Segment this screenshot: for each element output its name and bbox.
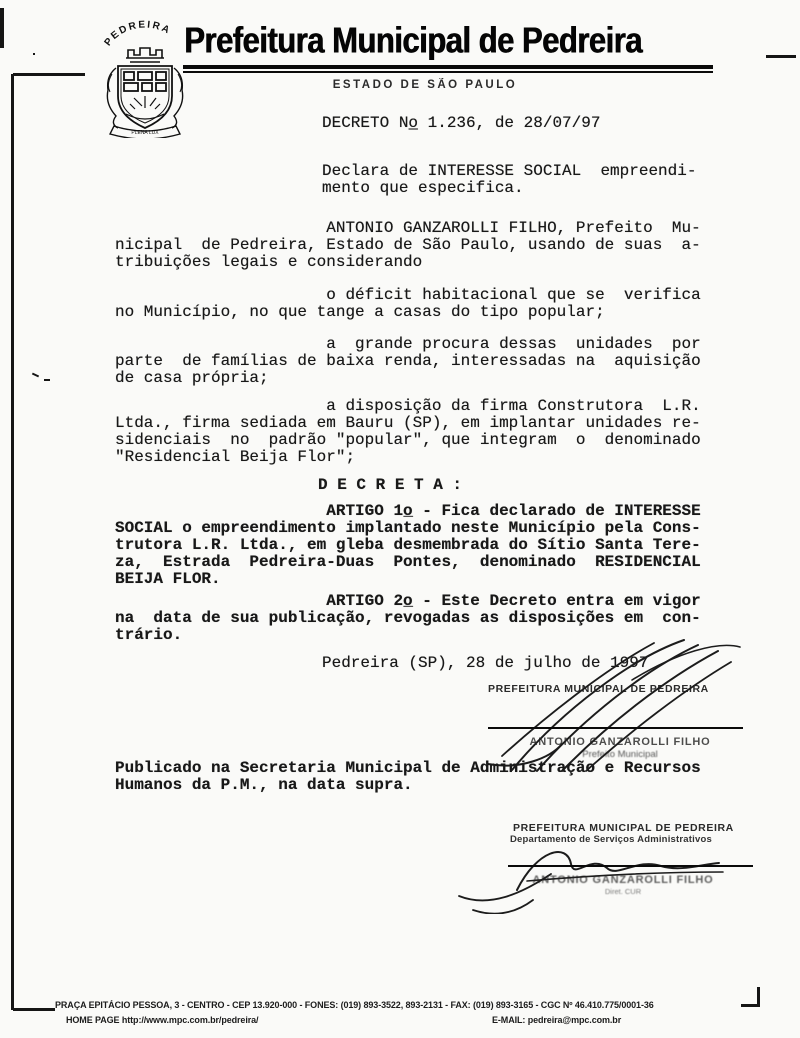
scan-artifact-dot xyxy=(33,53,35,55)
text-line: nicipal de Pedreira, Estado de São Paulo, usando de suas a- xyxy=(115,236,701,254)
text-line: Humanos da P.M., na data supra. xyxy=(115,776,413,794)
mayor-stamp-name: ANTONIO GANZAROLLI FILHO xyxy=(529,736,711,748)
dateline: Pedreira (SP), 28 de julho de 1997 xyxy=(322,654,649,672)
text-line: tribuições legais e considerando xyxy=(115,253,423,271)
mayor-stamp-org: PREFEITURA MUNICIPAL DE PEDREIRA xyxy=(488,683,709,695)
text-line: Ltda., firma sediada em Bauru (SP), em implantar unidades re- xyxy=(115,414,701,432)
scan-artifact-tick1 xyxy=(32,373,39,378)
page-frame-bottom-left-h xyxy=(13,1008,55,1011)
admin-signature-rule xyxy=(508,865,753,867)
mayor-stamp-role: Prefeito Municipal xyxy=(582,749,658,760)
admin-stamp-dept: Departamento de Serviços Administrativos xyxy=(510,834,712,845)
text-line: SOCIAL o empreendimento implantado neste Município pela Cons- xyxy=(115,519,701,537)
text-line: sidenciais no padrão "popular", que integram o denominado xyxy=(115,431,701,449)
admin-stamp-role: Diret. CUR xyxy=(604,887,642,896)
page-frame-top-left-h xyxy=(13,73,85,76)
letterhead-subtitle: ESTADO DE SÃO PAULO xyxy=(332,79,518,91)
text-line: Publicado na Secretaria Municipal de Administração e Recursos xyxy=(115,759,701,777)
text-line: za, Estrada Pedreira-Duas Pontes, denominado RESIDENCIAL xyxy=(115,553,701,571)
considerando-deficit xyxy=(115,287,701,321)
text-line: Declara de INTERESSE SOCIAL empreendi- xyxy=(322,162,697,180)
footer-homepage xyxy=(66,1015,258,1025)
artigo-1 xyxy=(115,503,701,588)
decree-preamble xyxy=(115,220,701,271)
text-line: o déficit habitacional que se verifica xyxy=(115,286,701,304)
footer-homepage-label: HOME PAGE xyxy=(66,1015,120,1025)
letterhead-title: Prefeitura Municipal de Pedreira xyxy=(184,19,642,61)
page-frame-top-right-dash xyxy=(766,55,796,58)
decree-summary xyxy=(322,163,696,197)
text-line: ARTIGO 1o̲ - Fica declarado de INTERESSE xyxy=(115,502,701,520)
footer-email-address: pedreira@mpc.com.br xyxy=(527,1015,622,1025)
decreta-heading: D E C R E T A : xyxy=(318,476,463,494)
decree-number-line: DECRETO No̲ 1.236, de 28/07/97 xyxy=(322,114,601,132)
text-line: a grande procura dessas unidades por xyxy=(115,335,701,353)
artigo-2 xyxy=(115,593,701,644)
admin-stamp-org: PREFEITURA MUNICIPAL DE PEDREIRA xyxy=(513,822,734,834)
text-line: trutora L.R. Ltda., em gleba desmembrada do Sítio Santa Tere- xyxy=(115,536,701,554)
text-line: a disposição da firma Construtora L.R. xyxy=(115,397,701,415)
text-line: mento que especifica. xyxy=(322,179,524,197)
page-frame-left-v xyxy=(11,74,14,1010)
page-frame-bottom-right-h xyxy=(741,1004,760,1007)
text-line: de casa própria; xyxy=(115,369,269,387)
svg-text:PEDREIRA xyxy=(102,19,172,48)
text-line: "Residencial Beija Flor"; xyxy=(115,448,356,466)
footer-email xyxy=(492,1015,621,1025)
title-underline-thin xyxy=(183,71,713,73)
text-line: ARTIGO 2o̲ - Este Decreto entra em vigor xyxy=(115,592,701,610)
crest-motto-text: PLENA LUX xyxy=(131,130,159,136)
mayor-signature-rule xyxy=(488,727,743,729)
text-line: BEIJA FLOR. xyxy=(115,570,221,588)
scan-artifact-tick2 xyxy=(44,379,50,381)
considerando-construtora xyxy=(115,398,701,466)
admin-stamp-name: ANTONIO GANZAROLLI FILHO xyxy=(532,874,714,886)
considerando-procura xyxy=(115,336,701,387)
text-line: parte de famílias de baixa renda, interessadas na aquisição xyxy=(115,352,701,370)
footer-address: PRAÇA EPITÁCIO PESSOA, 3 - CENTRO - CEP 13.920-000 - FONES: (019) 893-3522, 893-2131 - FAX: (019) 893-3165 - CGC Nº 46.410.775/0001-36 xyxy=(55,1000,654,1010)
text-line: trário. xyxy=(115,626,183,644)
title-underline-thick xyxy=(183,65,713,69)
crest-city-text: PEDREIRA xyxy=(102,19,173,49)
text-line: no Município, no que tange a casas do tipo popular; xyxy=(115,303,605,321)
footer-homepage-url: http://www.mpc.com.br/pedreira/ xyxy=(121,1015,259,1025)
text-line: ANTONIO GANZAROLLI FILHO, Prefeito Mu- xyxy=(115,219,701,237)
scan-artifact-edge xyxy=(0,8,4,48)
text-line: na data de sua publicação, revogadas as disposições em con- xyxy=(115,609,701,627)
footer-email-label: E-MAIL: xyxy=(492,1015,526,1025)
